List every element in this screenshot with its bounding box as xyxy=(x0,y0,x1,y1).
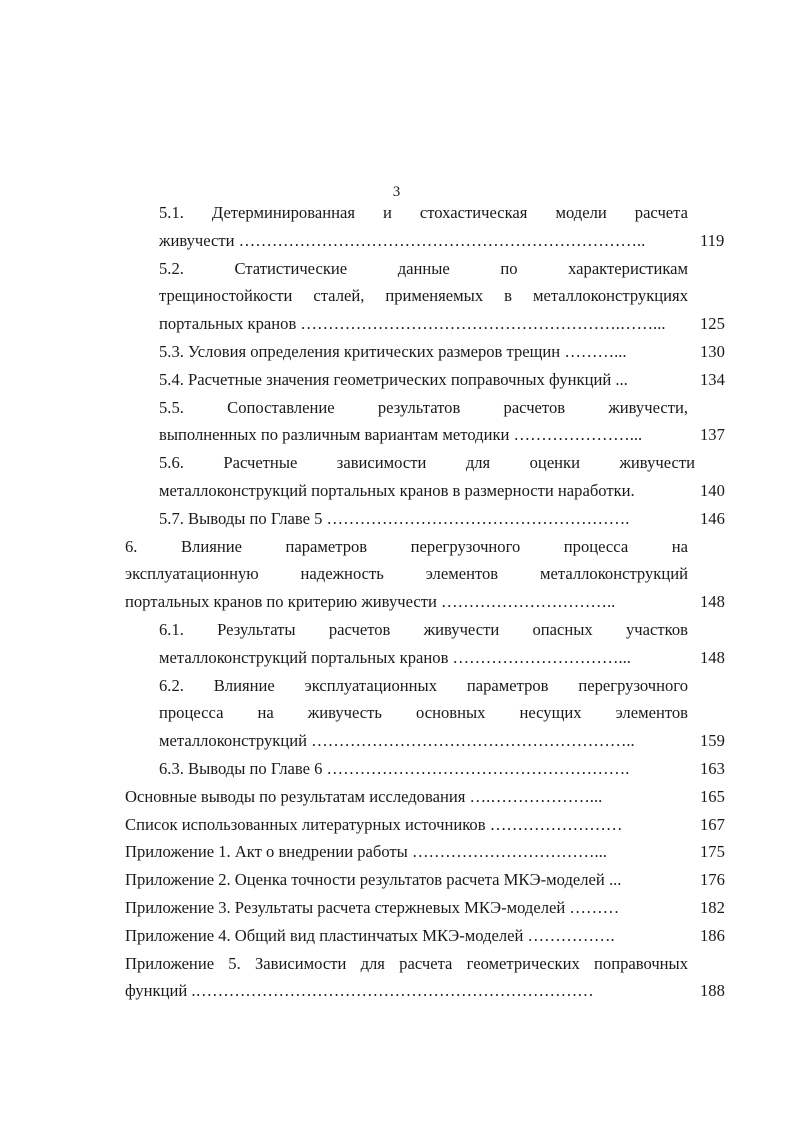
toc-page-number: 159 xyxy=(700,731,725,751)
toc-entry xyxy=(0,449,793,505)
toc-entry-line: 5.1. Детерминированная и стохастическая модели расчета xyxy=(159,203,688,222)
toc-entry-line: 5.6. Расчетные зависимости для оценки живучести xyxy=(159,453,695,473)
toc-entry-line: металлоконструкций портальных кранов в размерности наработки. xyxy=(159,480,635,500)
toc-page-number: 148 xyxy=(700,592,725,612)
toc-entry xyxy=(0,811,793,839)
toc-entry-line: Приложение 1. Акт о внедрении работы ……………………………... xyxy=(125,842,607,862)
toc-entry xyxy=(0,533,793,616)
toc-entry-line: портальных кранов по критерию живучести ………………………….. xyxy=(125,592,616,612)
toc-page-number: 130 xyxy=(700,341,725,361)
toc-entry xyxy=(0,505,793,533)
toc-entry xyxy=(0,394,793,450)
toc-entry-line: Приложение 4. Общий вид пластинчатых МКЭ-моделей ……………. xyxy=(125,925,615,945)
toc-entry xyxy=(0,922,793,950)
toc-page-number: 134 xyxy=(700,369,725,389)
toc-entry-line: 6.2. Влияние эксплуатационных параметров перегрузочного xyxy=(159,675,688,695)
toc-entry-line: Приложение 3. Результаты расчета стержневых МКЭ-моделей ……… xyxy=(125,897,620,917)
toc-entry xyxy=(0,255,793,338)
toc-entry-line: Основные выводы по результатам исследования ….………………... xyxy=(125,786,603,806)
toc-page-number: 167 xyxy=(700,814,725,834)
toc-entry-line: 5.5. Сопоставление результатов расчетов живучести, xyxy=(159,397,688,417)
toc-page-number: 165 xyxy=(700,786,725,806)
toc-page-number: 140 xyxy=(700,480,725,500)
toc-page-number: 163 xyxy=(700,758,725,778)
toc-entry-line: 5.3. Условия определения критических размеров трещин ………... xyxy=(159,341,627,361)
toc-entry-line: 5.7. Выводы по Главе 5 ………………………………………………. xyxy=(159,508,630,528)
toc-entry-line: функций .……………………………………………………………… xyxy=(125,981,594,1001)
toc-entry-line: выполненных по различным вариантам методики …………………... xyxy=(159,425,643,445)
toc-entry-line: живучести ……………………………………………………………….. xyxy=(159,230,646,250)
toc-page-number: 125 xyxy=(700,314,725,334)
toc-entry xyxy=(0,199,793,255)
toc-entry xyxy=(0,950,793,1006)
toc-entry xyxy=(0,894,793,922)
toc-entry-line: Приложение 2. Оценка точности результатов расчета МКЭ-моделей ... xyxy=(125,870,622,890)
toc-page-number: 137 xyxy=(700,425,725,445)
toc-entry xyxy=(0,366,793,394)
toc-entry xyxy=(0,616,793,672)
toc-entry-line: металлоконструкций ………………………………………………….. xyxy=(159,731,635,751)
toc-entry xyxy=(0,755,793,783)
toc-entry-line: 6.1. Результаты расчетов живучести опасных участков xyxy=(159,619,688,639)
toc-page-number: 146 xyxy=(700,508,725,528)
toc-entry-line: Список использованных литературных источников …………………… xyxy=(125,814,623,834)
toc-page-number: 188 xyxy=(700,981,725,1001)
toc-entry xyxy=(0,672,793,755)
toc-page-number: 175 xyxy=(700,842,725,862)
toc-entry-line: 5.2. Статистические данные по характеристикам xyxy=(159,258,688,278)
toc-entry-line: портальных кранов ………………………………………………….……... xyxy=(159,314,666,334)
toc-page-number: 182 xyxy=(700,897,725,917)
toc-entry-line: трещиностойкости сталей, применяемых в металлоконструкциях xyxy=(159,286,688,306)
toc-page-number: 176 xyxy=(700,870,725,890)
toc-entry-line: процесса на живучесть основных несущих элементов xyxy=(159,703,688,723)
toc-entry-line: 6.3. Выводы по Главе 6 ………………………………………………. xyxy=(159,758,630,778)
toc-entry xyxy=(0,838,793,866)
toc-entry xyxy=(0,866,793,894)
toc-entry-line: 6. Влияние параметров перегрузочного процесса на xyxy=(125,536,688,556)
toc-entry-line: Приложение 5. Зависимости для расчета геометрических поправочных xyxy=(125,953,688,973)
toc-page-number: 186 xyxy=(700,925,725,945)
page-number: 3 xyxy=(392,184,401,200)
toc-page-number: 148 xyxy=(700,647,725,667)
toc-entry-line: металлоконструкций портальных кранов …………………………... xyxy=(159,647,631,667)
toc-entry-line: 5.4. Расчетные значения геометрических поправочных функций ... xyxy=(159,369,628,389)
toc-entry xyxy=(0,338,793,366)
table-of-contents xyxy=(0,199,793,1005)
toc-page-number: 119 xyxy=(700,230,725,250)
toc-entry-line: эксплуатационную надежность элементов металлоконструкций xyxy=(125,564,688,584)
toc-entry xyxy=(0,783,793,811)
